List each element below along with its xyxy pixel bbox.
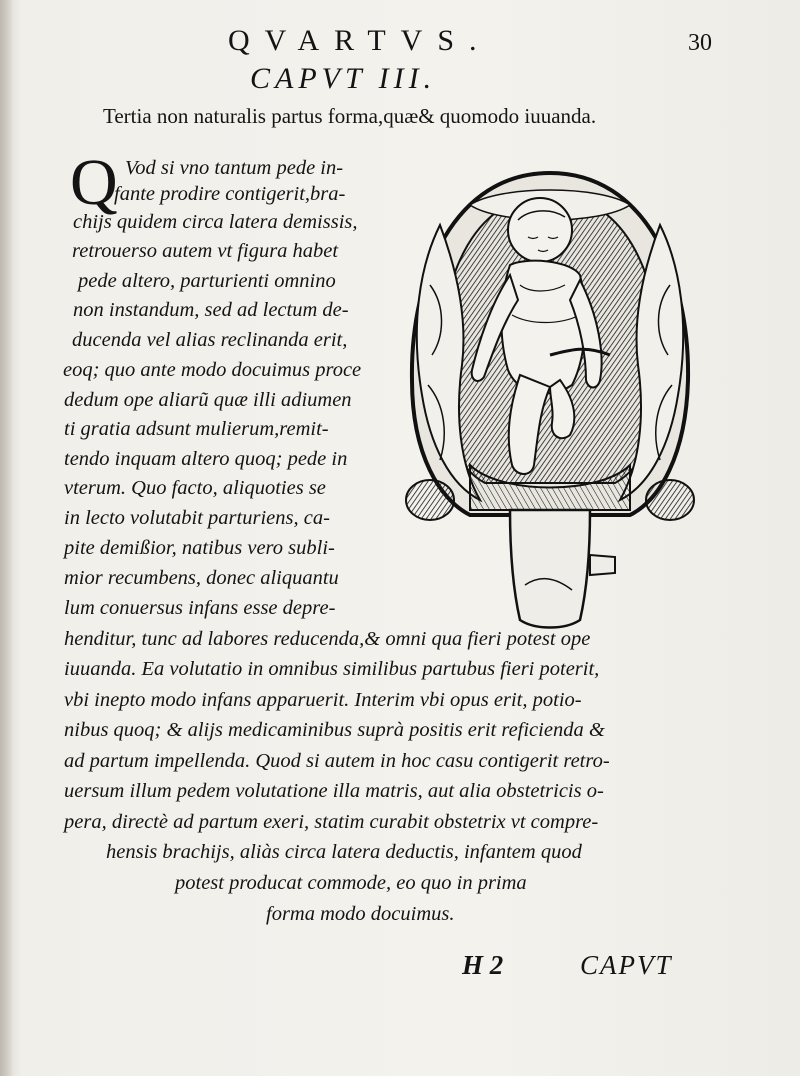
- chapter-subtitle: Tertia non naturalis partus forma,quæ& quomodo iuuanda.: [103, 104, 597, 128]
- text-line: chijs quidem circa latera demissis,: [73, 211, 358, 233]
- text-line: lum conuersus infans esse depre-: [64, 597, 336, 619]
- text-line: pera, directè ad partum exeri, statim curabit obstetrix vt compre-: [64, 811, 599, 833]
- text-line: nibus quoq; & alijs medicaminibus suprà positis erit reficienda &: [64, 719, 605, 741]
- text-line: dedum ope aliarũ quæ illi adiumen: [64, 389, 352, 411]
- text-line: fante prodire contigerit,bra-: [114, 183, 346, 205]
- signature-mark: H 2: [462, 950, 504, 980]
- text-line: ad partum impellenda. Quod si autem in hoc casu contigerit retro-: [64, 750, 610, 772]
- text-line: potest producat commode, eo quo in prima: [175, 872, 527, 894]
- text-line: tendo inquam altero quoq; pede in: [64, 448, 348, 470]
- text-line: pede altero, parturienti omnino: [78, 270, 336, 292]
- text-line: pite demißior, natibus vero subli-: [64, 537, 335, 559]
- text-line: henditur, tunc ad labores reducenda,& omni qua fieri potest ope: [64, 628, 591, 650]
- text-line: retrouerso autem vt figura habet: [72, 240, 339, 262]
- text-line: mior recumbens, donec aliquantu: [64, 567, 339, 589]
- text-line: Vod si vno tantum pede in-: [125, 157, 344, 179]
- woodcut-fetus-in-womb-icon: [400, 165, 700, 635]
- text-line: eoq; quo ante modo docuimus proce: [63, 359, 362, 381]
- text-line: ducenda vel alias reclinanda erit,: [72, 329, 348, 351]
- running-head: QVARTVS.: [228, 24, 492, 57]
- text-line: uersum illum pedem volutatione illa matris, aut alia obstetricis o-: [64, 780, 604, 802]
- text-line: ti gratia adsunt mulierum,remit-: [64, 418, 329, 440]
- text-line: non instandum, sed ad lectum de-: [73, 299, 349, 321]
- catchword: CAPVT: [580, 950, 673, 980]
- text-line: vbi inepto modo infans apparuerit. Interim vbi opus erit, potio-: [64, 689, 582, 711]
- text-line: vterum. Quo facto, aliquoties se: [64, 477, 326, 499]
- text-line: forma modo docuimus.: [266, 903, 455, 925]
- chapter-heading: CAPVT III.: [250, 62, 437, 95]
- text-line: hensis brachijs, aliàs circa latera deductis, infantem quod: [106, 841, 582, 863]
- drop-cap-initial: Q: [70, 146, 118, 219]
- text-line: iuuanda. Ea volutatio in omnibus similibus partubus fieri poterit,: [64, 658, 600, 680]
- text-line: in lecto volutabit parturiens, ca-: [64, 507, 330, 529]
- gutter-shadow: [0, 0, 14, 1076]
- page-number: 30: [688, 30, 712, 56]
